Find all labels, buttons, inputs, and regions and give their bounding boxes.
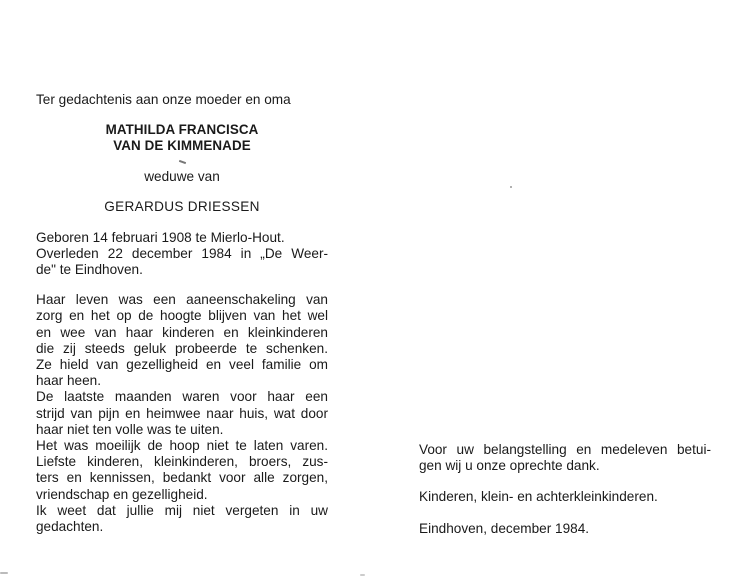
family-signature: Kinderen, klein- en achterkleinkinderen.	[419, 489, 658, 505]
text-line: De laatste maanden waren voor haar een	[36, 389, 328, 405]
memorial-text-column	[36, 92, 328, 535]
text-line: haar heen.	[36, 373, 102, 389]
thanks-line: gen wij u onze oprechte dank.	[419, 458, 600, 474]
text-line: Haar leven was een aaneenschakeling van	[36, 292, 328, 308]
divider-mark	[178, 160, 185, 164]
deceased-first-names: MATHILDA FRANCISCA	[105, 122, 259, 138]
text-line: Ik weet dat jullie mij niet vergeten in uw	[36, 502, 328, 518]
paper-speck	[360, 574, 365, 576]
birth-line: Geboren 14 februari 1908 te Mierlo-Hout.	[36, 229, 285, 245]
deceased-name-block	[36, 122, 328, 215]
paper-speck	[510, 186, 512, 188]
dedication-line: Ter gedachtenis aan onze moeder en oma	[36, 92, 291, 107]
text-line: haar niet ten volle was te uiten.	[36, 421, 224, 437]
husband-name: GERARDUS DRIESSEN	[104, 199, 260, 215]
remembrance-text	[36, 292, 328, 535]
paper-speck	[0, 572, 8, 574]
text-line: Ze hield van gezelligheid en veel familie om	[36, 357, 328, 373]
death-place-line: de" te Eindhoven.	[36, 262, 143, 278]
text-line: Liefste kinderen, kleinkinderen, broers, zus-	[36, 454, 328, 470]
text-line: gedachten.	[36, 519, 104, 535]
widow-of-label: weduwe van	[144, 169, 220, 185]
deceased-surname: VAN DE KIMMENADE	[113, 138, 251, 154]
acknowledgement-column	[419, 442, 711, 537]
thanks-line: Voor uw belangstelling en medeleven betui-	[419, 442, 711, 457]
death-line: Overleden 22 december 1984 in „De Weer-	[36, 245, 328, 261]
text-line: ters en kennissen, bedankt voor alle zorgen,	[36, 470, 328, 486]
life-dates	[36, 230, 328, 279]
text-line: zorg en het op de hoogte blijven van het wel	[36, 308, 328, 324]
text-line: Het was moeilijk de hoop niet te laten varen.	[36, 438, 328, 454]
text-line: die zij steeds geluk probeerde te schenken.	[36, 340, 328, 356]
text-line: strijd van pijn en heimwee naar huis, wat door	[36, 405, 328, 421]
thanks-text	[419, 442, 711, 474]
text-line: vriendschap en gezelligheid.	[36, 486, 208, 502]
place-and-date: Eindhoven, december 1984.	[419, 520, 590, 536]
text-line: en wee van haar kinderen en kleinkinderen	[36, 324, 328, 340]
